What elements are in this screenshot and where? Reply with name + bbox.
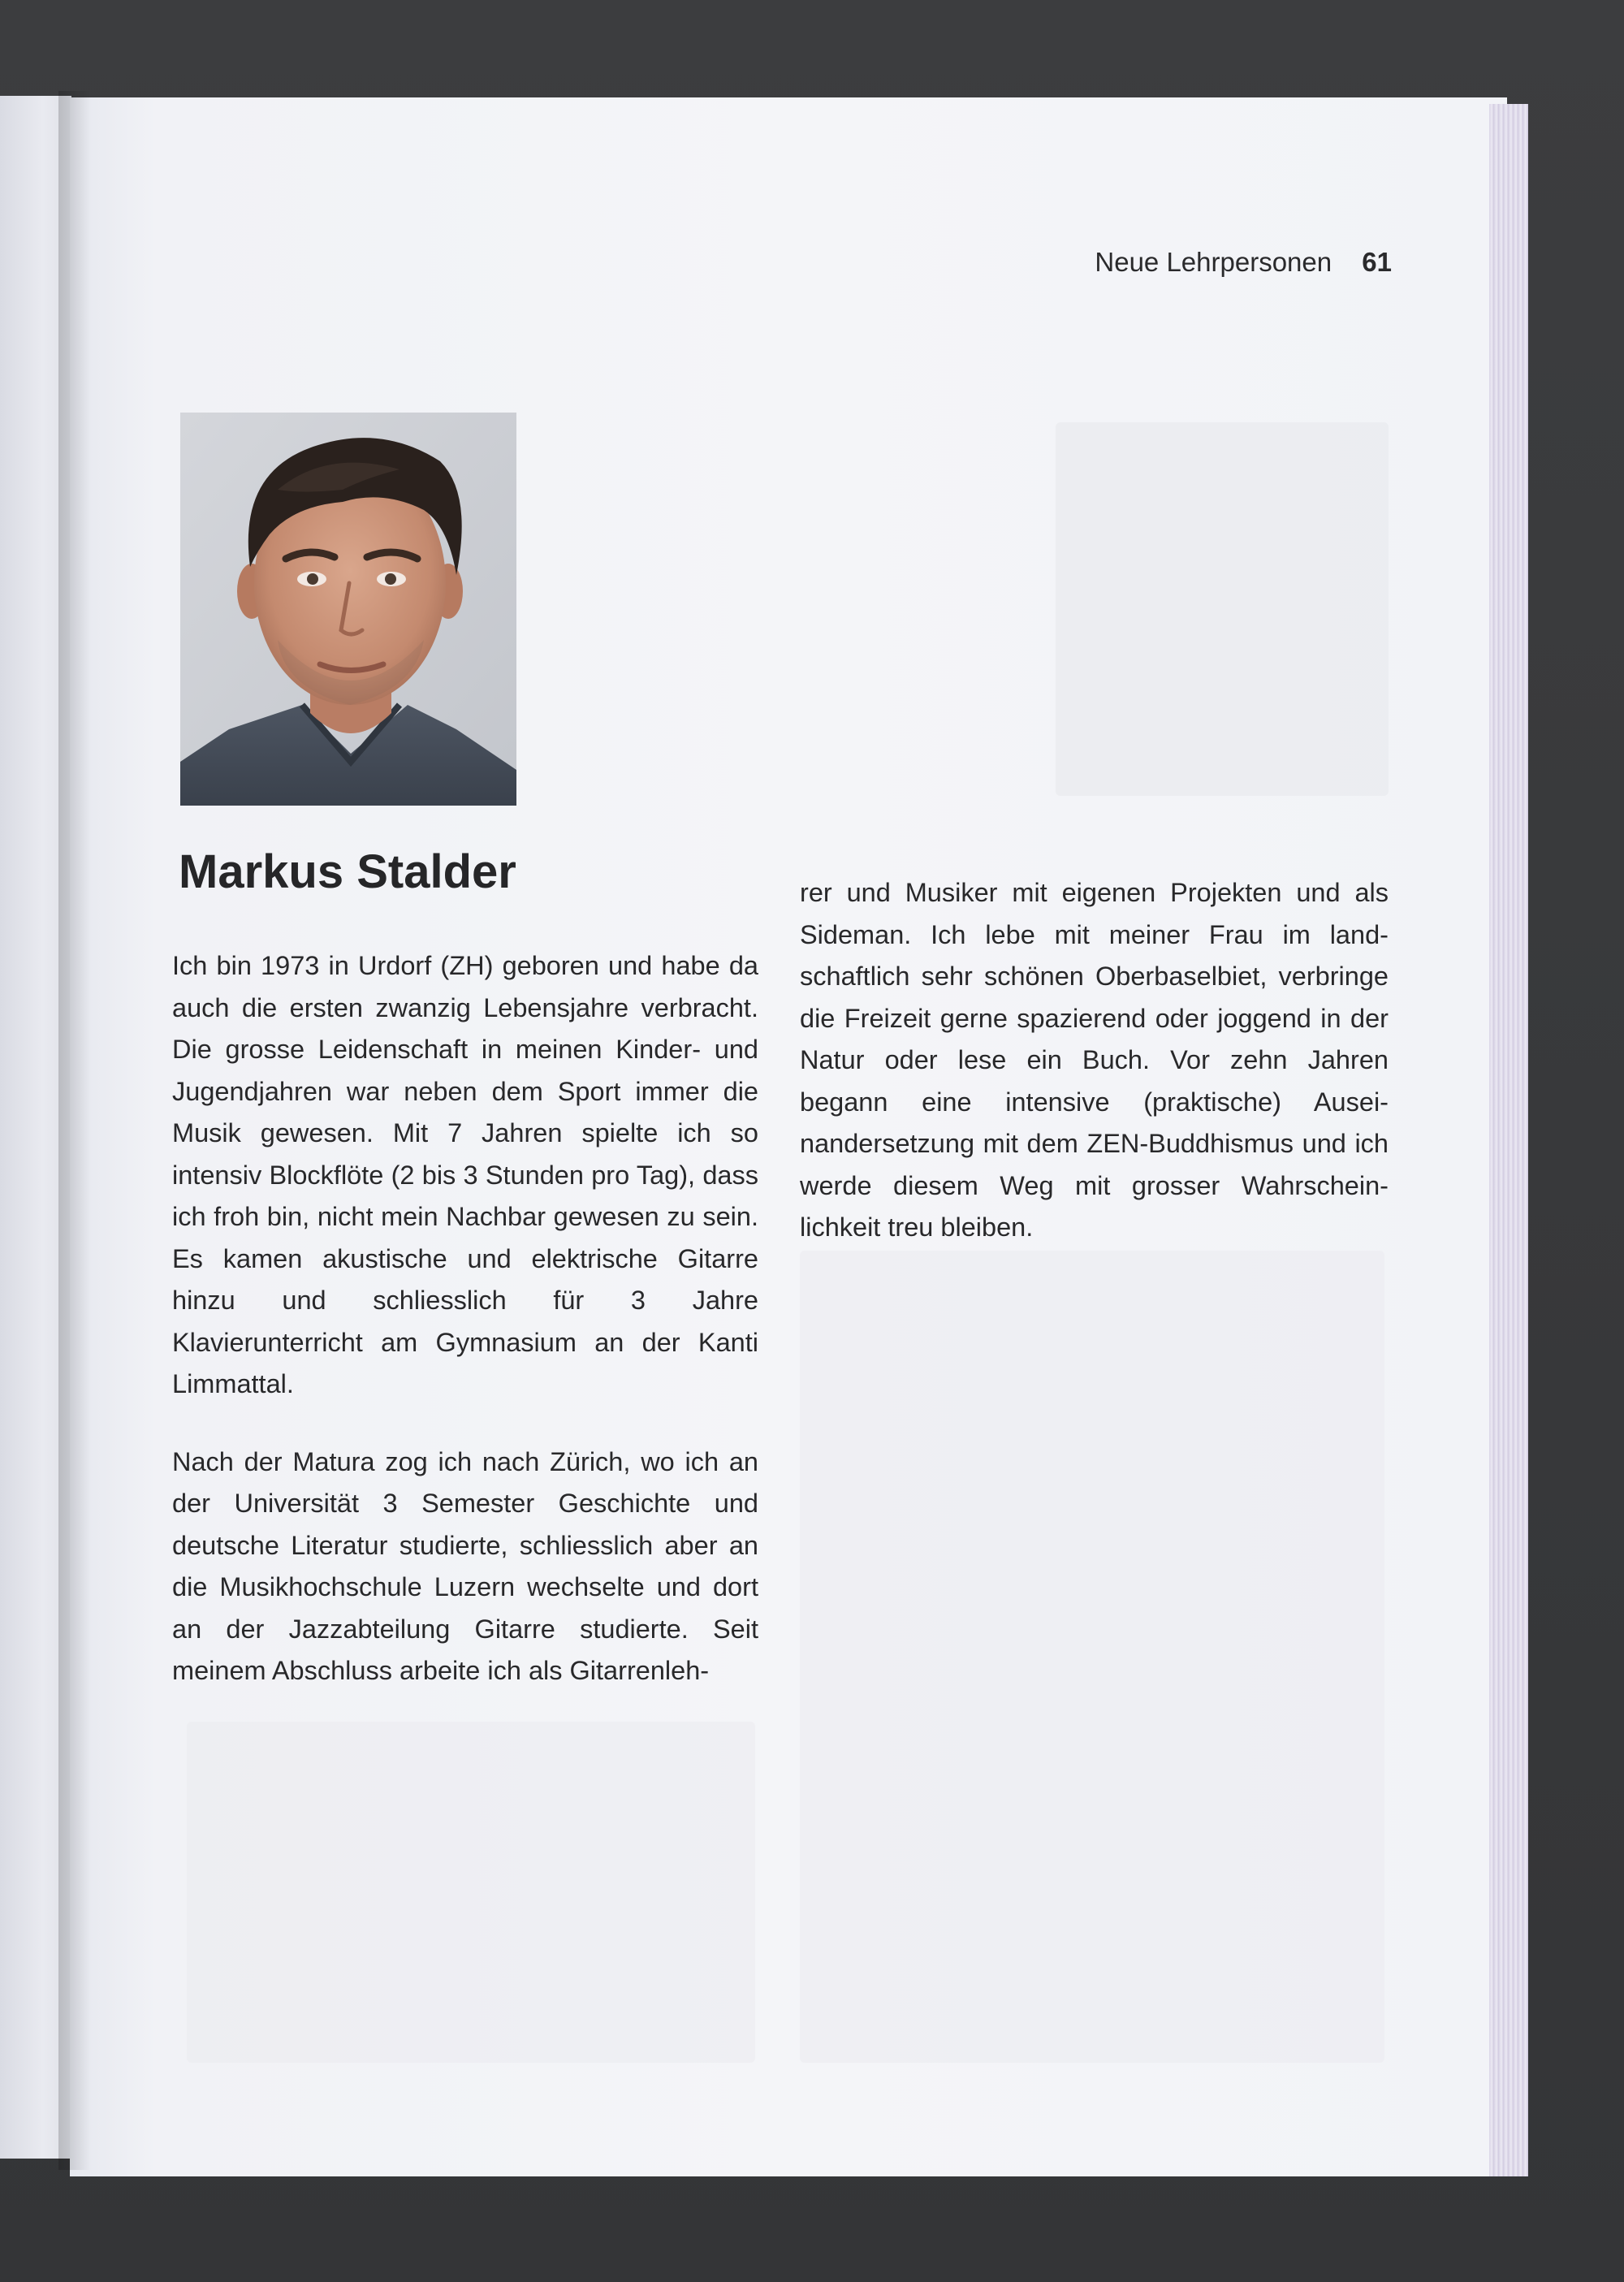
page-stack-edge bbox=[1489, 104, 1528, 2176]
article-title: Markus Stalder bbox=[179, 845, 516, 898]
paragraph: rer und Musiker mit eigenen Projekten und als Sideman. Ich lebe mit meiner Frau im landschaftlich sehr schönen Oberbaselbiet, verbringe die Freizeit gerne spazierend oder joggend in der Natur oder lese ein Buch. Vor zehn Jahren begann eine intensive (praktische) Auseinandersetzung mit dem ZEN-Buddhismus und ich werde diesem Weg mit grosser Wahrscheinlichkeit treu bleiben. bbox=[800, 878, 1389, 1242]
gutter-shadow bbox=[58, 91, 91, 2170]
page-number: 61 bbox=[1362, 247, 1392, 277]
show-through-text bbox=[187, 1722, 755, 2063]
paragraph: Ich bin 1973 in Urdorf (ZH) geboren und habe da auch die ersten zwanzig Lebensjahre verbracht. Die grosse Leidenschaft in meinen Kinder- und Jugendjahren war neben dem Sport immer die Musik gewesen. Mit 7 Jahren spielte ich so intensiv Blockflöte (2 bis 3 Stunden pro Tag), dass ich froh bin, nicht mein Nachbar gewesen zu sein. Es kamen akustische und elektrische Gitarre hinzu und schliesslich für 3 Jahre Klavierunterricht am Gymnasium an der Kanti Limmattal. bbox=[172, 951, 758, 1398]
page-header bbox=[1095, 247, 1392, 278]
portrait-illustration bbox=[180, 413, 516, 806]
text-column-right bbox=[800, 872, 1389, 1249]
show-through-text bbox=[800, 1251, 1384, 2063]
text-column-left bbox=[172, 945, 758, 1692]
paragraph: Nach der Matura zog ich nach Zürich, wo ich an der Universität 3 Semester Geschichte und deutsche Literatur studierte, schliesslich aber an die Musikhochschule Luzern wechselte und dort an der Jazzabteilung Gitarre studierte. Seit meinem Abschluss arbeite ich als Gitarrenleh- bbox=[172, 1446, 758, 1685]
portrait-photo bbox=[180, 413, 516, 806]
running-title: Neue Lehrpersonen bbox=[1095, 247, 1332, 277]
show-through-image bbox=[1056, 422, 1389, 796]
